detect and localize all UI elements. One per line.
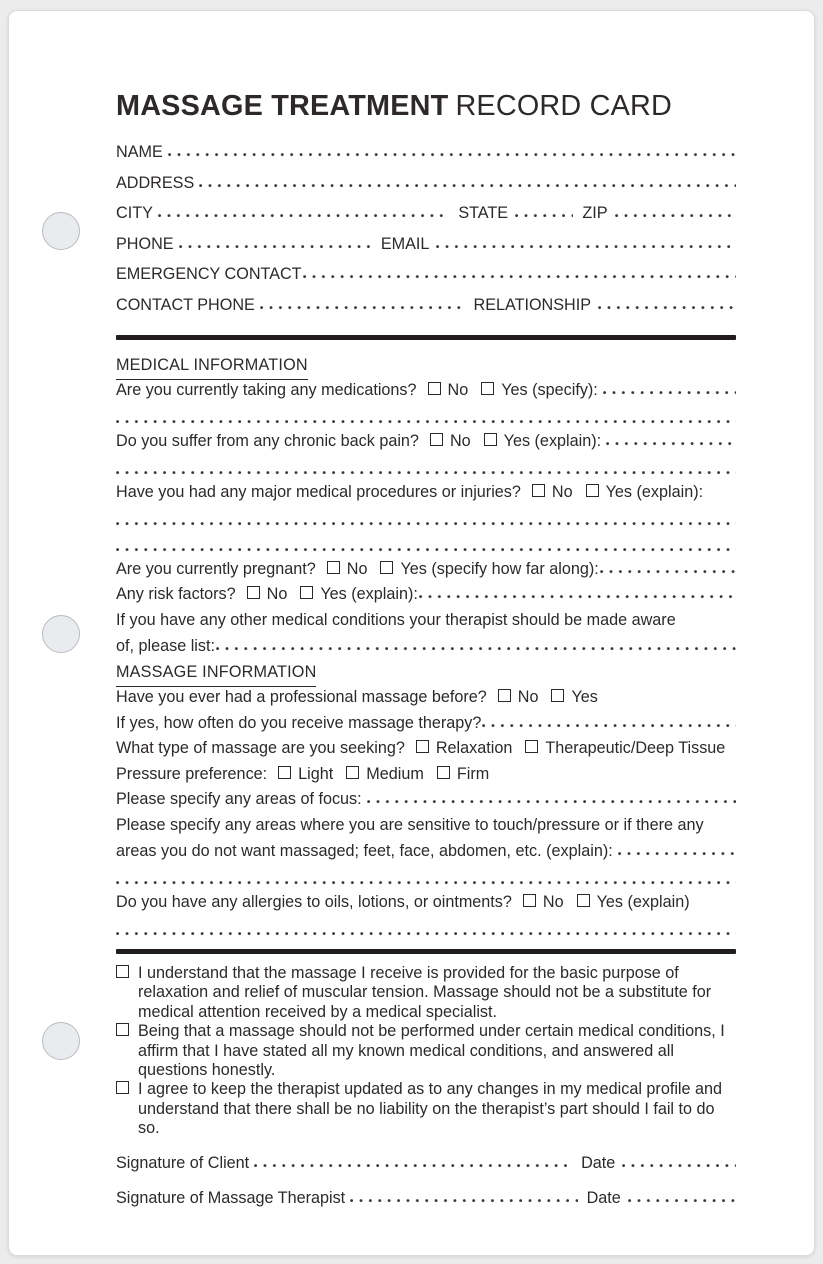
name-field-row xyxy=(116,137,736,168)
consent-item xyxy=(116,1022,736,1080)
consent-item xyxy=(116,1080,736,1138)
relaxation-option-label: Relaxation xyxy=(435,739,513,758)
massage-section-heading-row xyxy=(116,659,736,685)
answer-fill-line xyxy=(606,442,736,446)
checkbox-icon xyxy=(247,586,260,599)
no-option-label: No xyxy=(542,892,564,911)
date-label: Date xyxy=(581,1153,616,1172)
other-conditions-line2: of, please list: xyxy=(116,636,215,655)
checkbox-icon xyxy=(346,766,359,779)
sensitive-areas-line2: areas you do not want massaged; feet, face, abdomen, etc. (explain): xyxy=(116,841,613,860)
medical-section xyxy=(116,352,736,660)
no-option-label: No xyxy=(447,380,469,399)
medical-section-heading: MEDICAL INFORMATION xyxy=(116,352,308,380)
checkbox-icon xyxy=(278,766,291,779)
sensitive-areas-line1: Please specify any areas where you are sensitive to touch/pressure or if there any xyxy=(116,816,704,835)
zip-fill-line xyxy=(615,214,736,218)
dotted-leader xyxy=(116,420,736,424)
contact-phone-label: CONTACT PHONE xyxy=(116,295,255,314)
checkbox-icon xyxy=(481,382,494,395)
answer-dotted-line xyxy=(116,915,736,941)
dotted-leader xyxy=(116,471,736,475)
massage-before-question-row xyxy=(116,685,736,711)
checkbox-icon xyxy=(498,689,511,702)
massage-type-question: What type of massage are you seeking? xyxy=(116,739,405,758)
yes-explain-plain-option-label: Yes (explain) xyxy=(596,892,690,911)
yes-specify-option-label: Yes (specify): xyxy=(501,380,598,399)
checkbox-icon xyxy=(437,766,450,779)
answer-fill-line xyxy=(419,595,736,599)
therapist-signature-label: Signature of Massage Therapist xyxy=(116,1188,346,1207)
areas-of-focus-label: Please specify any areas of focus: xyxy=(116,790,362,809)
pressure-preference-row xyxy=(116,762,736,788)
consent-section xyxy=(116,964,736,1139)
relationship-label: RELATIONSHIP xyxy=(473,295,592,314)
no-option-label: No xyxy=(517,688,539,707)
risk-factors-question: Any risk factors? xyxy=(116,585,236,604)
medium-option-label: Medium xyxy=(366,764,424,783)
consent-item xyxy=(116,964,736,1022)
therapist-signature-row xyxy=(116,1181,736,1216)
checkbox-icon xyxy=(116,1023,129,1036)
therapist-date-line xyxy=(628,1199,736,1203)
how-often-question: If yes, how often do you receive massage therapy? xyxy=(116,713,482,732)
answer-dotted-line xyxy=(116,506,736,532)
yes-how-far-option-label: Yes (specify how far along): xyxy=(400,559,599,578)
answer-dotted-line xyxy=(116,454,736,480)
client-date-line xyxy=(622,1164,736,1168)
page-title-strong: MASSAGE TREATMENT xyxy=(116,90,449,122)
pregnant-question: Are you currently pregnant? xyxy=(116,559,316,578)
firm-option-label: Firm xyxy=(456,764,490,783)
checkbox-icon xyxy=(525,740,538,753)
risk-factors-question-row xyxy=(116,582,736,608)
procedures-question-row xyxy=(116,480,736,506)
emergency-contact-fill-line xyxy=(303,275,736,279)
light-option-label: Light xyxy=(298,764,334,783)
client-signature-line xyxy=(254,1164,572,1168)
no-option-label: No xyxy=(266,585,288,604)
checkbox-icon xyxy=(532,484,545,497)
client-signature-label: Signature of Client xyxy=(116,1153,250,1172)
medical-section-heading-row xyxy=(116,352,736,378)
signature-section xyxy=(116,1146,736,1216)
city-state-zip-row xyxy=(116,198,736,229)
dotted-leader xyxy=(116,548,736,552)
yes-explain-option-label: Yes (explain): xyxy=(320,585,418,604)
answer-fill-line xyxy=(367,800,736,804)
checkbox-icon xyxy=(416,740,429,753)
back-pain-question: Do you suffer from any chronic back pain? xyxy=(116,431,419,450)
address-label: ADDRESS xyxy=(116,173,195,192)
contact-phone-relationship-row xyxy=(116,290,736,321)
contact-section xyxy=(116,137,736,321)
checkbox-icon xyxy=(300,586,313,599)
no-option-label: No xyxy=(551,482,573,501)
checkbox-icon xyxy=(116,1081,129,1094)
how-often-question-row xyxy=(116,711,736,737)
address-fill-line xyxy=(199,184,736,188)
sensitive-areas-text-row xyxy=(116,813,736,839)
email-fill-line xyxy=(436,245,736,249)
dotted-leader xyxy=(116,881,736,885)
other-conditions-text-row xyxy=(116,608,736,634)
city-fill-line xyxy=(158,214,449,218)
checkbox-icon xyxy=(428,382,441,395)
record-card xyxy=(8,10,815,1256)
therapist-signature-line xyxy=(350,1199,577,1203)
sensitive-areas-explain-row xyxy=(116,839,736,865)
state-label: STATE xyxy=(458,204,509,223)
phone-fill-line xyxy=(179,245,372,249)
answer-dotted-line xyxy=(116,864,736,890)
dotted-leader xyxy=(116,522,736,526)
zip-label: ZIP xyxy=(582,204,608,223)
allergies-question-row xyxy=(116,890,736,916)
areas-of-focus-row xyxy=(116,787,736,813)
other-conditions-line1: If you have any other medical conditions your therapist should be made aware xyxy=(116,610,676,629)
checkbox-icon xyxy=(523,894,536,907)
emergency-contact-label: EMERGENCY CONTACT xyxy=(116,265,302,284)
name-fill-line xyxy=(168,153,736,157)
city-label: CITY xyxy=(116,204,153,223)
other-conditions-list-row xyxy=(116,634,736,660)
allergies-question: Do you have any allergies to oils, lotions, or ointments? xyxy=(116,892,512,911)
medications-question-row xyxy=(116,378,736,404)
answer-fill-line xyxy=(618,852,736,856)
therapeutic-option-label: Therapeutic/Deep Tissue xyxy=(545,739,726,758)
answer-dotted-line xyxy=(116,403,736,429)
date-label: Date xyxy=(586,1188,621,1207)
procedures-question: Have you had any major medical procedures or injuries? xyxy=(116,482,521,501)
relationship-fill-line xyxy=(598,306,736,310)
consent-item-text: Being that a massage should not be performed under certain medical conditions, I affirm that I have stated all my known medical conditions, and answered all questions honestly. xyxy=(138,1022,725,1080)
consent-item-text: I understand that the massage I receive is provided for the basic purpose of relaxation and relief of muscular tension. Massage should not be a substitute for medical attention received by a medical specialist. xyxy=(138,964,712,1021)
hole-punch-top xyxy=(42,212,80,250)
name-label: NAME xyxy=(116,143,163,161)
dotted-leader xyxy=(116,932,736,936)
answer-fill-line xyxy=(216,647,736,651)
medications-question: Are you currently taking any medications? xyxy=(116,380,417,399)
client-signature-row xyxy=(116,1146,736,1181)
section-divider-bottom xyxy=(116,949,736,954)
consent-item-text: I agree to keep the therapist updated as to any changes in my medical profile and understand that there shall be no liability on the therapist’s part should I fail to do so. xyxy=(138,1080,723,1138)
page-title xyxy=(116,89,736,123)
address-field-row xyxy=(116,168,736,199)
email-label: EMAIL xyxy=(380,234,430,253)
massage-before-question: Have you ever had a professional massage before? xyxy=(116,688,487,707)
back-pain-question-row xyxy=(116,429,736,455)
checkbox-icon xyxy=(577,894,590,907)
checkbox-icon xyxy=(116,965,129,978)
yes-explain-option-label: Yes (explain): xyxy=(605,482,704,501)
phone-label: PHONE xyxy=(116,234,174,253)
emergency-contact-row xyxy=(116,259,736,290)
page-title-light: RECORD CARD xyxy=(455,90,673,122)
contact-phone-fill-line xyxy=(260,306,465,310)
pregnant-question-row xyxy=(116,557,736,583)
massage-section xyxy=(116,659,736,941)
answer-fill-line xyxy=(600,570,736,574)
answer-dotted-line xyxy=(116,531,736,557)
pressure-preference-label: Pressure preference: xyxy=(116,764,268,783)
checkbox-icon xyxy=(586,484,599,497)
hole-punch-bottom xyxy=(42,1022,80,1060)
yes-option-label: Yes xyxy=(571,688,598,707)
checkbox-icon xyxy=(430,433,443,446)
massage-section-heading: MASSAGE INFORMATION xyxy=(116,659,316,687)
yes-explain-option-label: Yes (explain): xyxy=(503,431,602,450)
hole-punch-middle xyxy=(42,615,80,653)
no-option-label: No xyxy=(449,431,471,450)
checkbox-icon xyxy=(551,689,564,702)
no-option-label: No xyxy=(346,559,368,578)
answer-fill-line xyxy=(482,724,736,728)
massage-type-question-row xyxy=(116,736,736,762)
checkbox-icon xyxy=(327,561,340,574)
state-fill-line xyxy=(515,214,573,218)
checkbox-icon xyxy=(484,433,497,446)
checkbox-icon xyxy=(380,561,393,574)
section-divider-top xyxy=(116,335,736,340)
answer-fill-line xyxy=(603,391,736,395)
phone-email-row xyxy=(116,229,736,260)
